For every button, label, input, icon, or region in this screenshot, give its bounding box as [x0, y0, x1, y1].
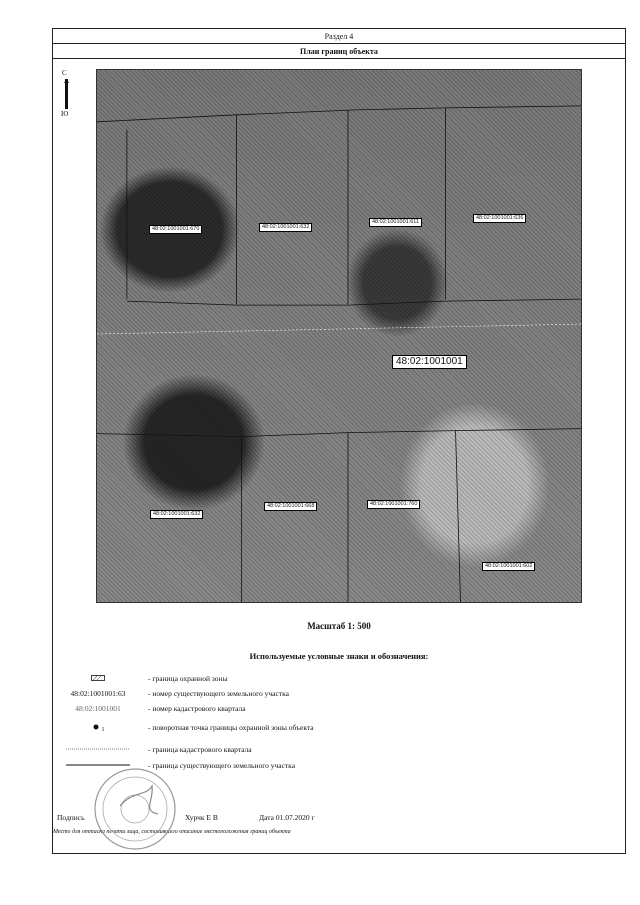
section-header: Раздел 4 [53, 29, 625, 44]
parcel-label: 48:02:1001001:760 [367, 500, 420, 509]
legend-item: - граница кадастрового квартала [53, 745, 625, 759]
compass-south-label: Ю [61, 110, 69, 118]
parcel-label: 48:02:1001001:632 [259, 223, 312, 232]
legend-item: 48:02:1001001:63 - номер существующего земельного участка [70, 689, 289, 698]
legend-item: 48:02:1001001 - номер кадастрового квартала [75, 704, 246, 713]
parcel-label: 48:02:1001001:670 [149, 225, 202, 234]
parcel-label: 48:02:1001001:668 [264, 502, 317, 511]
map-scale: Масштаб 1: 500 [307, 621, 371, 631]
seal-stamp-icon [92, 766, 178, 852]
hatched-zone-symbol [53, 674, 143, 683]
parcel-label: 48:02:1001001:636 [473, 214, 526, 223]
stamp-note: Место для оттиска печати лица, составившего описание местоположения границ объекта [53, 829, 291, 835]
quarter-label: 48:02:1001001 [392, 355, 467, 369]
signer-name: Хурчк Е В [185, 813, 218, 822]
legend-item: - граница охранной зоны [53, 674, 625, 688]
compass [59, 69, 73, 119]
north-arrow-icon [64, 79, 69, 109]
parcel-label: 48:02:1001001:632 [150, 510, 203, 519]
legend-item: 1 - поворотная точка границы охранной зоны объекта [53, 723, 625, 737]
legend-item: - граница существующего земельного участка [53, 761, 625, 775]
parcel-boundaries [97, 70, 581, 602]
plan-title: План границ объекта [53, 44, 625, 59]
parcel-label: 48:02:1001001:611 [369, 218, 422, 227]
document-frame [52, 28, 626, 854]
turning-point-symbol: 1 [53, 723, 143, 733]
legend-title: Используемые условные знаки и обозначения: [249, 651, 429, 661]
quarter-boundary-symbol [53, 745, 143, 754]
point-icon [92, 723, 100, 731]
compass-north-label: С [62, 69, 67, 77]
parcel-label: 48:02:1001001:602 [482, 562, 535, 571]
aerial-map [96, 69, 582, 603]
signature-date: Дата 01.07.2020 г [259, 813, 315, 822]
signature-label: Подпись [57, 813, 85, 822]
